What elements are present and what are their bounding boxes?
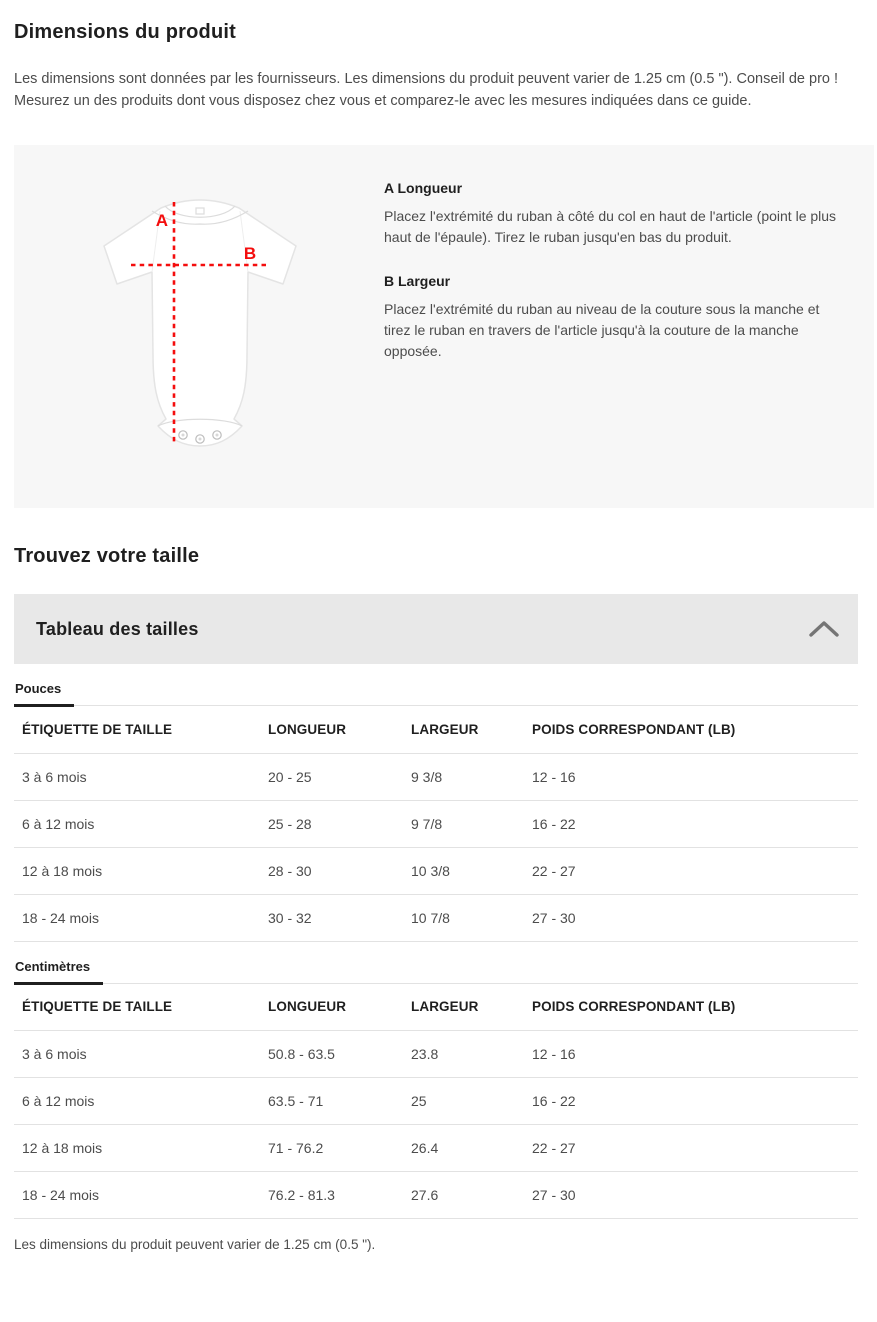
table-cell: 27 - 30 <box>524 1172 858 1219</box>
footer-note: Les dimensions du produit peuvent varier de 1.25 cm (0.5 "). <box>14 1237 376 1252</box>
column-header: LONGUEUR <box>260 984 403 1031</box>
table-cell: 9 3/8 <box>403 753 524 800</box>
table-cell: 12 - 16 <box>524 1031 858 1078</box>
table-cell: 16 - 22 <box>524 1078 858 1125</box>
table-cell: 18 - 24 mois <box>14 894 260 941</box>
table-cell: 63.5 - 71 <box>260 1078 403 1125</box>
table-cell: 27 - 30 <box>524 894 858 941</box>
size-guide-page <box>0 20 877 1284</box>
table-row <box>14 800 858 847</box>
table-cell: 50.8 - 63.5 <box>260 1031 403 1078</box>
table-cell: 10 3/8 <box>403 847 524 894</box>
column-header: ÉTIQUETTE DE TAILLE <box>14 984 260 1031</box>
table-cell: 6 à 12 mois <box>14 1078 260 1125</box>
size-table-inches <box>14 706 858 942</box>
table-cell: 30 - 32 <box>260 894 403 941</box>
table-cell: 28 - 30 <box>260 847 403 894</box>
page-title: Dimensions du produit <box>14 21 236 43</box>
column-header: LARGEUR <box>403 706 524 753</box>
table-row <box>14 894 858 941</box>
table-cell: 23.8 <box>403 1031 524 1078</box>
table-cell: 27.6 <box>403 1172 524 1219</box>
centimeters-tab-row <box>14 958 858 984</box>
table-row <box>14 1078 858 1125</box>
find-size-title: Trouvez votre taille <box>14 545 200 567</box>
measure-step-b-title: B Largeur <box>384 273 451 289</box>
label-b: B <box>243 244 257 263</box>
table-row <box>14 847 858 894</box>
table-cell: 12 - 16 <box>524 753 858 800</box>
centimeters-section <box>14 958 858 1220</box>
table-cell: 6 à 12 mois <box>14 800 260 847</box>
column-header: POIDS CORRESPONDANT (LB) <box>524 984 858 1031</box>
product-measurement-image <box>90 195 310 459</box>
table-cell: 10 7/8 <box>403 894 524 941</box>
measurement-guide-panel <box>14 145 874 508</box>
label-a: A <box>155 211 168 230</box>
measure-step-a-title: A Longueur <box>384 180 463 196</box>
table-cell: 22 - 27 <box>524 1125 858 1172</box>
table-cell: 18 - 24 mois <box>14 1172 260 1219</box>
measurement-instructions <box>384 180 838 362</box>
table-row <box>14 753 858 800</box>
measure-step-a-text: Placez l'extrémité du ruban à côté du col en haut de l'article (point le plus haut de l'épaule). Tirez le ruban jusqu'en bas du produit. <box>384 208 837 245</box>
inches-section <box>14 680 858 942</box>
column-header: LONGUEUR <box>260 706 403 753</box>
table-cell: 20 - 25 <box>260 753 403 800</box>
table-row <box>14 1125 858 1172</box>
table-row <box>14 1172 858 1219</box>
table-cell: 12 à 18 mois <box>14 847 260 894</box>
table-cell: 3 à 6 mois <box>14 1031 260 1078</box>
size-table-centimeters <box>14 984 858 1220</box>
chevron-up-icon <box>807 619 841 639</box>
measure-step-b-text: Placez l'extrémité du ruban au niveau de la couture sous la manche et tirez le ruban en travers de l'article jusqu'à la couture de la manche opposée. <box>384 301 820 359</box>
table-cell: 9 7/8 <box>403 800 524 847</box>
table-cell: 76.2 - 81.3 <box>260 1172 403 1219</box>
tab-inches[interactable]: Pouces <box>14 681 74 707</box>
column-header: ÉTIQUETTE DE TAILLE <box>14 706 260 753</box>
inches-tab-row <box>14 680 858 706</box>
table-cell: 22 - 27 <box>524 847 858 894</box>
column-header: LARGEUR <box>403 984 524 1031</box>
table-cell: 25 - 28 <box>260 800 403 847</box>
table-cell: 3 à 6 mois <box>14 753 260 800</box>
column-header: POIDS CORRESPONDANT (LB) <box>524 706 858 753</box>
intro-text: Les dimensions sont données par les fournisseurs. Les dimensions du produit peuvent varier de 1.25 cm (0.5 "). Conseil de pro ! Mesurez un des produits dont vous disposez chez vous et comparez-le avec les mesures indiquées dans ce guide. <box>14 71 839 109</box>
table-cell: 12 à 18 mois <box>14 1125 260 1172</box>
size-chart-accordion-header[interactable] <box>14 594 858 664</box>
baby-bodysuit-illustration <box>90 195 310 459</box>
table-row <box>14 1031 858 1078</box>
accordion-title: Tableau des tailles <box>36 618 199 639</box>
table-cell: 26.4 <box>403 1125 524 1172</box>
tab-centimeters[interactable]: Centimètres <box>14 959 103 985</box>
table-cell: 25 <box>403 1078 524 1125</box>
table-cell: 16 - 22 <box>524 800 858 847</box>
table-cell: 71 - 76.2 <box>260 1125 403 1172</box>
